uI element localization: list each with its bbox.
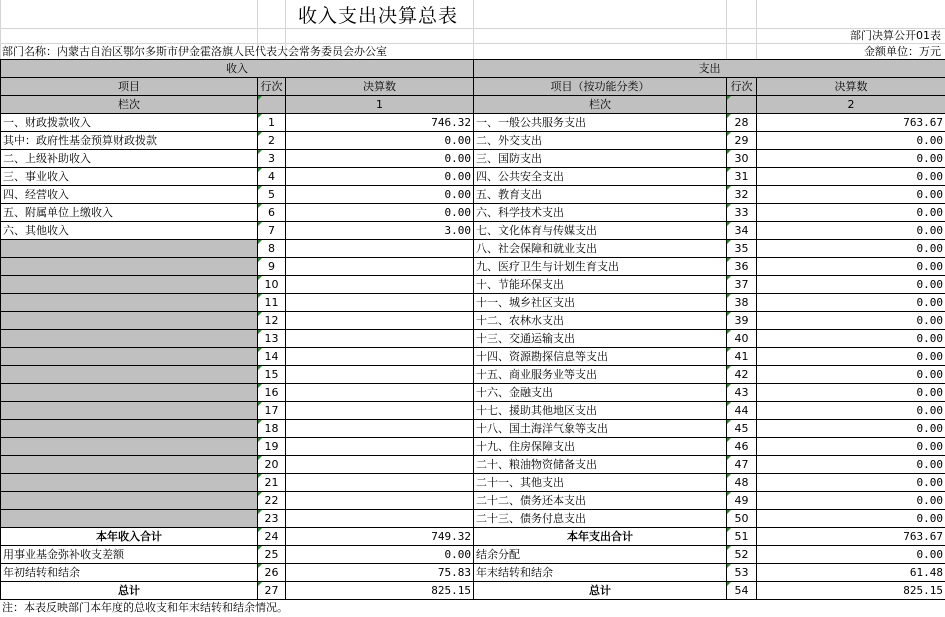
total-row: [1, 564, 945, 582]
income-item-cell[interactable]: [1, 438, 258, 456]
table-row: [1, 420, 945, 438]
table-row: [1, 132, 945, 150]
expense-line-cell[interactable]: 43: [727, 384, 757, 402]
table-row: [1, 258, 945, 276]
expense-line-cell[interactable]: 48: [727, 474, 757, 492]
expense-total-item-cell[interactable]: 结余分配: [474, 546, 727, 564]
expense-total-line-cell[interactable]: 54: [727, 582, 757, 600]
income-line-cell[interactable]: 1: [258, 114, 286, 132]
income-line-cell[interactable]: 10: [258, 276, 286, 294]
expense-total-item-cell[interactable]: 总计: [474, 582, 727, 600]
table-row: [1, 366, 945, 384]
expense-line-cell[interactable]: 42: [727, 366, 757, 384]
table-row: [1, 510, 945, 528]
expense-line-cell[interactable]: 36: [727, 258, 757, 276]
total-row: [1, 528, 945, 546]
income-total-amount-cell[interactable]: 825.15: [286, 582, 474, 600]
amount-unit: 金额单位：万元: [864, 45, 941, 58]
income-item-cell[interactable]: 五、附属单位上缴收入: [1, 204, 258, 222]
income-line-cell[interactable]: 6: [258, 204, 286, 222]
expense-amount-cell[interactable]: 0.00: [757, 294, 945, 312]
expense-amount-cell[interactable]: 0.00: [757, 204, 945, 222]
table-row: [1, 150, 945, 168]
income-total-amount-cell[interactable]: 749.32: [286, 528, 474, 546]
expense-line-cell[interactable]: 38: [727, 294, 757, 312]
income-amount-cell[interactable]: 0.00: [286, 168, 474, 186]
income-item-cell[interactable]: [1, 348, 258, 366]
income-item-cell[interactable]: [1, 384, 258, 402]
expense-amount-cell[interactable]: 0.00: [757, 474, 945, 492]
expense-item-cell[interactable]: 二十二、债务还本支出: [474, 492, 727, 510]
table-row: [1, 186, 945, 204]
table-row: [1, 276, 945, 294]
income-item-cell[interactable]: [1, 474, 258, 492]
expense-total-amount-cell[interactable]: 763.67: [757, 528, 945, 546]
expense-item-cell[interactable]: 四、公共安全支出: [474, 168, 727, 186]
expense-amount-cell[interactable]: 0.00: [757, 366, 945, 384]
income-line-cell[interactable]: 3: [258, 150, 286, 168]
income-total-item-cell[interactable]: 年初结转和结余: [1, 564, 258, 582]
expense-item-cell[interactable]: 七、文化体育与传媒支出: [474, 222, 727, 240]
expense-amount-cell[interactable]: 0.00: [757, 384, 945, 402]
expense-line-cell[interactable]: 32: [727, 186, 757, 204]
expense-item-cell[interactable]: 十七、援助其他地区支出: [474, 402, 727, 420]
income-amount-cell[interactable]: [286, 510, 474, 528]
expense-amount-cell[interactable]: 0.00: [757, 186, 945, 204]
income-total-line-cell[interactable]: 24: [258, 528, 286, 546]
expense-item-cell[interactable]: 一、一般公共服务支出: [474, 114, 727, 132]
expense-line-header[interactable]: 行次: [727, 78, 757, 96]
expense-amount-cell[interactable]: 0.00: [757, 222, 945, 240]
income-line-cell[interactable]: 20: [258, 456, 286, 474]
income-item-cell[interactable]: [1, 402, 258, 420]
expense-amount-cell[interactable]: 0.00: [757, 438, 945, 456]
income-line-cell[interactable]: 13: [258, 330, 286, 348]
income-amount-cell[interactable]: [286, 276, 474, 294]
income-amount-cell[interactable]: [286, 438, 474, 456]
income-amount-cell[interactable]: [286, 492, 474, 510]
income-item-cell[interactable]: [1, 312, 258, 330]
expense-line-cell[interactable]: 34: [727, 222, 757, 240]
total-row: [1, 582, 945, 600]
expense-amount-cell[interactable]: 0.00: [757, 330, 945, 348]
income-total-item-cell[interactable]: 用事业基金弥补收支差额: [1, 546, 258, 564]
expense-amount-cell[interactable]: 0.00: [757, 132, 945, 150]
expense-amount-cell[interactable]: 0.00: [757, 348, 945, 366]
table-row: [1, 438, 945, 456]
income-line-cell[interactable]: 19: [258, 438, 286, 456]
expense-amount-cell[interactable]: 0.00: [757, 456, 945, 474]
income-amount-cell[interactable]: 0.00: [286, 204, 474, 222]
expense-total-line-cell[interactable]: 53: [727, 564, 757, 582]
table-row: [1, 402, 945, 420]
income-amount-cell[interactable]: 3.00: [286, 222, 474, 240]
income-item-cell[interactable]: [1, 240, 258, 258]
income-item-cell[interactable]: [1, 456, 258, 474]
income-amount-cell[interactable]: [286, 258, 474, 276]
expense-section-header[interactable]: 支出: [474, 60, 945, 78]
income-line-cell[interactable]: 9: [258, 258, 286, 276]
expense-line-cell[interactable]: 50: [727, 510, 757, 528]
income-amount-cell[interactable]: 0.00: [286, 150, 474, 168]
expense-total-line-cell[interactable]: 52: [727, 546, 757, 564]
income-amount-cell[interactable]: [286, 420, 474, 438]
income-amount-cell[interactable]: [286, 294, 474, 312]
expense-total-amount-cell[interactable]: 0.00: [757, 546, 945, 564]
expense-line-cell[interactable]: 41: [727, 348, 757, 366]
expense-line-cell[interactable]: 46: [727, 438, 757, 456]
income-line-index[interactable]: [258, 96, 286, 114]
table-row: [1, 204, 945, 222]
expense-line-cell[interactable]: 49: [727, 492, 757, 510]
department-name: 部门名称：内蒙古自治区鄂尔多斯市伊金霍洛旗人民代表大会常务委员会办公室: [2, 45, 387, 58]
income-total-line-cell[interactable]: 26: [258, 564, 286, 582]
expense-item-cell[interactable]: 三、国防支出: [474, 150, 727, 168]
expense-item-cell[interactable]: 十六、金融支出: [474, 384, 727, 402]
expense-amount-cell[interactable]: 0.00: [757, 492, 945, 510]
expense-item-cell[interactable]: 八、社会保障和就业支出: [474, 240, 727, 258]
expense-total-line-cell[interactable]: 51: [727, 528, 757, 546]
table-note: 注：本表反映部门本年度的总收支和年末结转和结余情况。: [2, 601, 288, 614]
table-row: [1, 492, 945, 510]
expense-line-cell[interactable]: 37: [727, 276, 757, 294]
expense-item-cell[interactable]: 十三、交通运输支出: [474, 330, 727, 348]
income-item-cell[interactable]: 二、上级补助收入: [1, 150, 258, 168]
income-line-cell[interactable]: 5: [258, 186, 286, 204]
expense-line-cell[interactable]: 31: [727, 168, 757, 186]
income-item-cell[interactable]: 其中：政府性基金预算财政拨款: [1, 132, 258, 150]
expense-total-item-cell[interactable]: 本年支出合计: [474, 528, 727, 546]
income-amount-cell[interactable]: [286, 384, 474, 402]
income-line-cell[interactable]: 21: [258, 474, 286, 492]
income-amount-cell[interactable]: [286, 330, 474, 348]
income-amount-cell[interactable]: [286, 402, 474, 420]
income-line-cell[interactable]: 2: [258, 132, 286, 150]
income-line-cell[interactable]: 4: [258, 168, 286, 186]
expense-item-cell[interactable]: 十一、城乡社区支出: [474, 294, 727, 312]
income-amount-cell[interactable]: [286, 240, 474, 258]
income-item-cell[interactable]: 三、事业收入: [1, 168, 258, 186]
expense-item-cell[interactable]: 二十一、其他支出: [474, 474, 727, 492]
expense-column-label[interactable]: 栏次: [474, 96, 727, 114]
expense-item-header[interactable]: 项目（按功能分类）: [474, 78, 727, 96]
income-amount-cell[interactable]: 746.32: [286, 114, 474, 132]
table-row: [1, 312, 945, 330]
income-line-cell[interactable]: 12: [258, 312, 286, 330]
table-row: [1, 348, 945, 366]
income-total-amount-cell[interactable]: 0.00: [286, 546, 474, 564]
expense-item-cell[interactable]: 二、外交支出: [474, 132, 727, 150]
total-row: [1, 546, 945, 564]
expense-item-cell[interactable]: 十二、农林水支出: [474, 312, 727, 330]
table-row: [1, 294, 945, 312]
income-total-item-cell[interactable]: 总计: [1, 582, 258, 600]
income-line-cell[interactable]: 17: [258, 402, 286, 420]
income-total-line-cell[interactable]: 25: [258, 546, 286, 564]
income-total-line-cell[interactable]: 27: [258, 582, 286, 600]
income-item-cell[interactable]: [1, 420, 258, 438]
expense-amount-cell[interactable]: 0.00: [757, 510, 945, 528]
section-header-row: [1, 60, 945, 78]
expense-amount-cell[interactable]: 0.00: [757, 420, 945, 438]
income-item-header[interactable]: 项目: [1, 78, 258, 96]
budget-table: [0, 59, 945, 600]
expense-line-cell[interactable]: 39: [727, 312, 757, 330]
income-total-amount-cell[interactable]: 75.83: [286, 564, 474, 582]
expense-amount-cell[interactable]: 0.00: [757, 258, 945, 276]
income-line-cell[interactable]: 11: [258, 294, 286, 312]
income-amount-cell[interactable]: [286, 456, 474, 474]
income-amount-cell[interactable]: 0.00: [286, 132, 474, 150]
expense-column-index[interactable]: 2: [757, 96, 945, 114]
income-column-index[interactable]: 1: [286, 96, 474, 114]
income-item-cell[interactable]: [1, 330, 258, 348]
income-line-header[interactable]: 行次: [258, 78, 286, 96]
income-line-cell[interactable]: 7: [258, 222, 286, 240]
expense-item-cell[interactable]: 十、节能环保支出: [474, 276, 727, 294]
income-amount-cell[interactable]: [286, 366, 474, 384]
table-row: [1, 330, 945, 348]
table-row: [1, 474, 945, 492]
expense-item-cell[interactable]: 十四、资源勘探信息等支出: [474, 348, 727, 366]
expense-line-index[interactable]: [727, 96, 757, 114]
income-amount-header[interactable]: 决算数: [286, 78, 474, 96]
income-line-cell[interactable]: 14: [258, 348, 286, 366]
income-item-cell[interactable]: [1, 294, 258, 312]
income-line-cell[interactable]: 15: [258, 366, 286, 384]
column-index-row: [1, 96, 945, 114]
expense-line-cell[interactable]: 33: [727, 204, 757, 222]
expense-amount-cell[interactable]: 0.00: [757, 168, 945, 186]
expense-item-cell[interactable]: 九、医疗卫生与计划生育支出: [474, 258, 727, 276]
table-row: [1, 240, 945, 258]
table-row: [1, 456, 945, 474]
expense-item-cell[interactable]: 二十三、债务付息支出: [474, 510, 727, 528]
expense-item-cell[interactable]: 十九、住房保障支出: [474, 438, 727, 456]
expense-total-amount-cell[interactable]: 825.15: [757, 582, 945, 600]
expense-amount-cell[interactable]: 0.00: [757, 240, 945, 258]
income-total-item-cell[interactable]: 本年收入合计: [1, 528, 258, 546]
income-line-cell[interactable]: 22: [258, 492, 286, 510]
column-header-row: [1, 78, 945, 96]
form-code: 部门决算公开01表: [850, 29, 941, 42]
income-line-cell[interactable]: 18: [258, 420, 286, 438]
table-row: [1, 384, 945, 402]
expense-amount-cell[interactable]: 0.00: [757, 402, 945, 420]
income-item-cell[interactable]: [1, 510, 258, 528]
expense-total-amount-cell[interactable]: 61.48: [757, 564, 945, 582]
income-item-cell[interactable]: [1, 492, 258, 510]
expense-line-cell[interactable]: 28: [727, 114, 757, 132]
expense-amount-header[interactable]: 决算数: [757, 78, 945, 96]
expense-line-cell[interactable]: 29: [727, 132, 757, 150]
income-item-cell[interactable]: [1, 258, 258, 276]
expense-item-cell[interactable]: 十八、国土海洋气象等支出: [474, 420, 727, 438]
expense-amount-cell[interactable]: 0.00: [757, 312, 945, 330]
income-section-header[interactable]: 收入: [1, 60, 474, 78]
table-row: [1, 114, 945, 132]
income-line-cell[interactable]: 16: [258, 384, 286, 402]
expense-amount-cell[interactable]: 0.00: [757, 150, 945, 168]
table-row: [1, 222, 945, 240]
income-item-cell[interactable]: 一、财政拨款收入: [1, 114, 258, 132]
income-line-cell[interactable]: 8: [258, 240, 286, 258]
income-item-cell[interactable]: [1, 276, 258, 294]
income-item-cell[interactable]: 六、其他收入: [1, 222, 258, 240]
expense-item-cell[interactable]: 五、教育支出: [474, 186, 727, 204]
expense-amount-cell[interactable]: 0.00: [757, 276, 945, 294]
income-item-cell[interactable]: 四、经营收入: [1, 186, 258, 204]
expense-line-cell[interactable]: 40: [727, 330, 757, 348]
income-amount-cell[interactable]: 0.00: [286, 186, 474, 204]
expense-item-cell[interactable]: 二十、粮油物资储备支出: [474, 456, 727, 474]
table-row: [1, 168, 945, 186]
expense-line-cell[interactable]: 30: [727, 150, 757, 168]
expense-item-cell[interactable]: 十五、商业服务业等支出: [474, 366, 727, 384]
expense-line-cell[interactable]: 44: [727, 402, 757, 420]
income-item-cell[interactable]: [1, 366, 258, 384]
expense-line-cell[interactable]: 47: [727, 456, 757, 474]
income-amount-cell[interactable]: [286, 474, 474, 492]
expense-amount-cell[interactable]: 763.67: [757, 114, 945, 132]
income-amount-cell[interactable]: [286, 312, 474, 330]
expense-item-cell[interactable]: 六、科学技术支出: [474, 204, 727, 222]
income-column-label[interactable]: 栏次: [1, 96, 258, 114]
expense-line-cell[interactable]: 45: [727, 420, 757, 438]
income-amount-cell[interactable]: [286, 348, 474, 366]
page-title: 收入支出决算总表: [297, 5, 458, 27]
income-line-cell[interactable]: 23: [258, 510, 286, 528]
expense-line-cell[interactable]: 35: [727, 240, 757, 258]
expense-total-item-cell[interactable]: 年末结转和结余: [474, 564, 727, 582]
